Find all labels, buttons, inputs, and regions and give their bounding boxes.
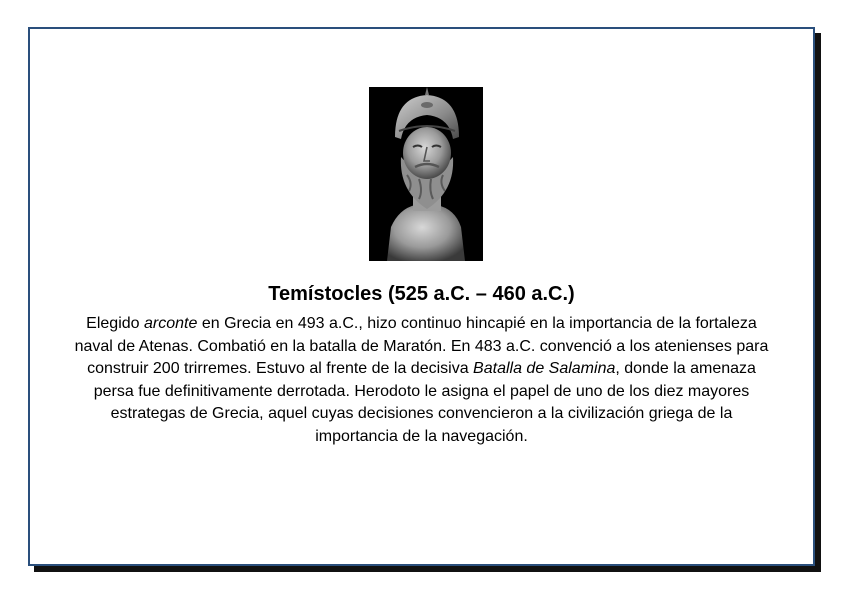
bust-illustration [369,87,483,261]
card-title: Temístocles (525 a.C. – 460 a.C.) [268,283,575,305]
themistocles-bust-image [369,87,483,261]
description-segment-italic: Batalla de Salamina [473,360,616,378]
description-segment-italic: arconte [144,315,198,332]
info-card [28,27,815,566]
card-description [70,313,773,449]
description-segment: Elegido [86,315,144,332]
description-segment: , donde la amenaza persa fue definitivamente derrotada. Herodoto le asigna el papel de uno de los diez mayores estrategas de Grecia, aquel cuyas decisiones convencieron a la civilización griega de la importancia de la navegación. [93,360,756,445]
description-segment: en Grecia en 493 a.C., hizo continuo hincapié en la importancia de la fortaleza naval de Atenas. Combatió en la batalla de Maratón. En 483 a.C. convenció a los atenienses para construir 200 trirremes. Estuvo al frente de la decisiva [74,315,769,378]
